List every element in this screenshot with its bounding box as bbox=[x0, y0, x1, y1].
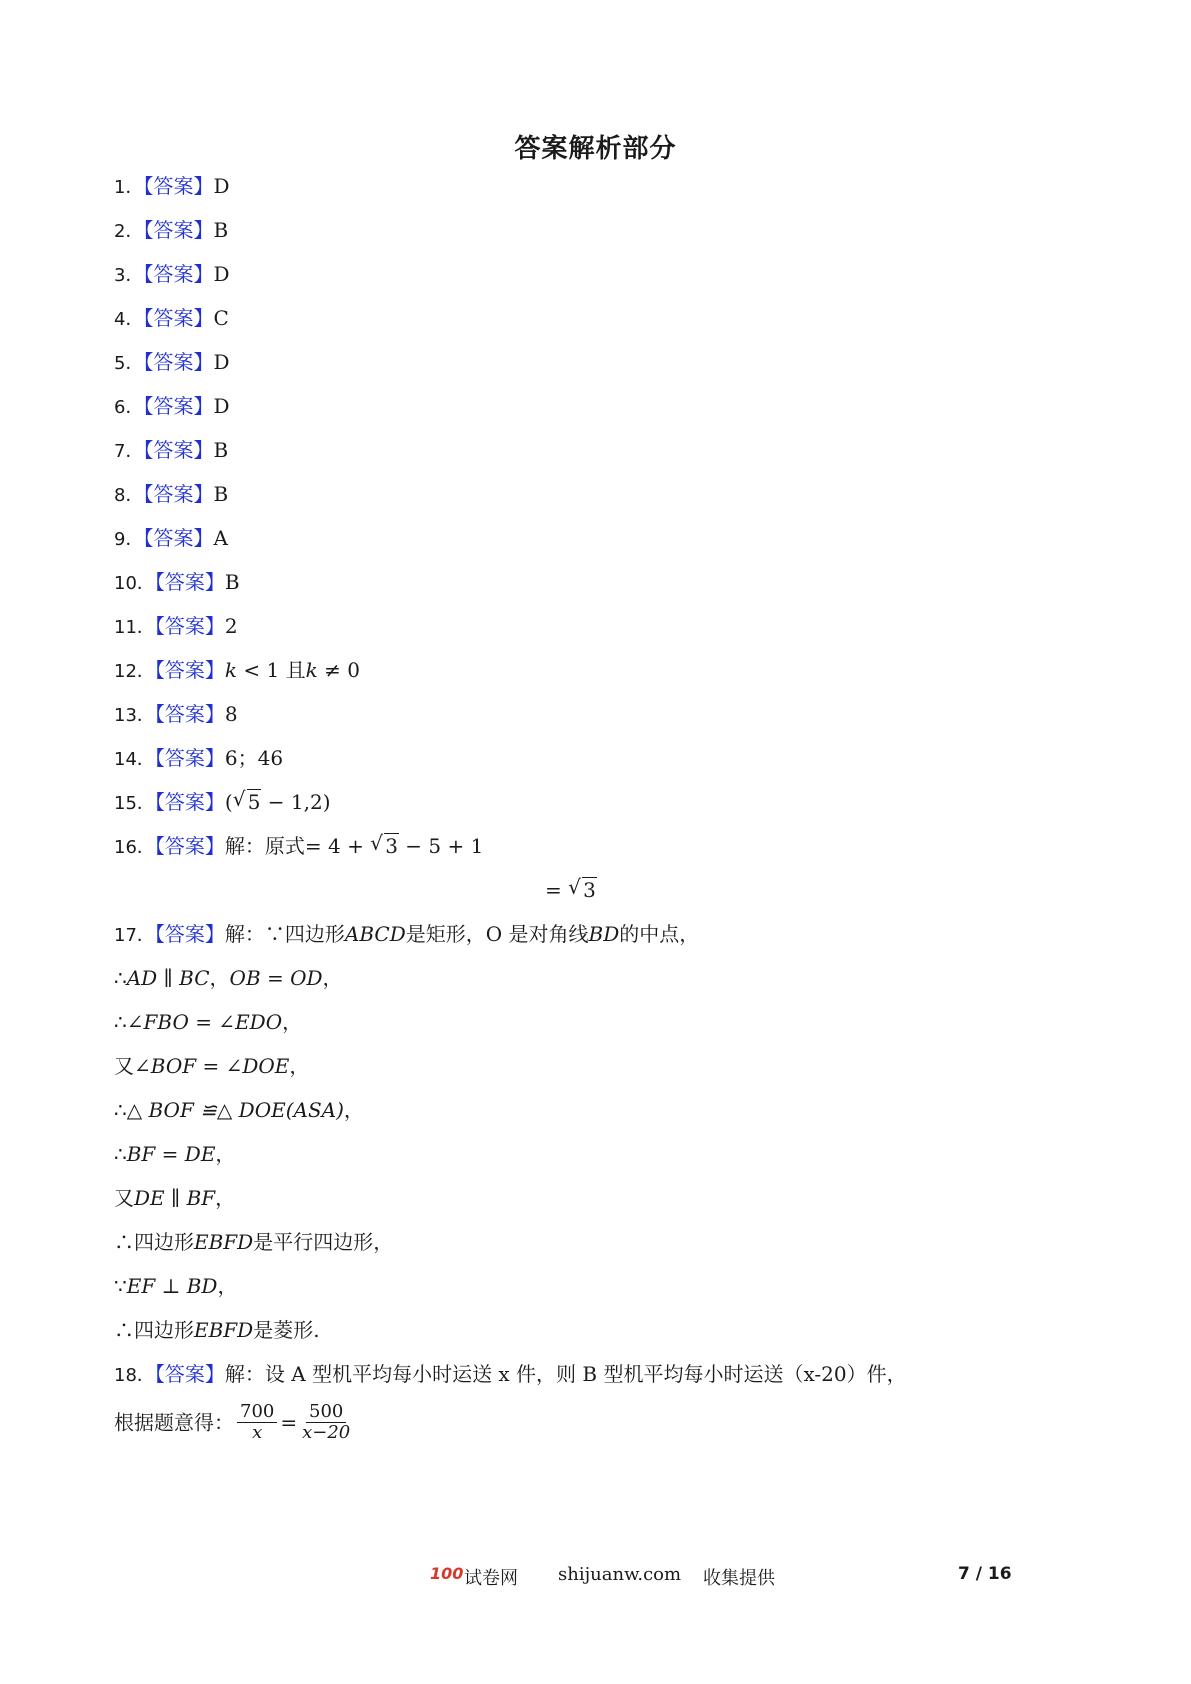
answer-18: 18．【答案】解：设 A 型机平均每小时运送 x 件，则 B 型机平均每小时运送（x-20）件， bbox=[114, 1362, 907, 1386]
page-title: 答案解析部分 bbox=[514, 134, 677, 164]
proof-line-2: ∴∠FBO = ∠EDO， bbox=[114, 1010, 303, 1034]
answer-9: 9．【答案】A bbox=[114, 526, 228, 550]
answer-3: 3．【答案】D bbox=[114, 262, 230, 286]
answer-11: 11．【答案】2 bbox=[114, 614, 238, 638]
proof-line-9: ∴四边形EBFD是菱形. bbox=[114, 1318, 320, 1342]
answer-16: 16．【答案】解：原式= 4 + √ 3 − 5 + 1 bbox=[114, 831, 484, 858]
answer-18-equation: 根据题意得： $\frac{700}{x}$ = $\frac{500}{x-20}$ bbox=[114, 1401, 351, 1443]
answer-2: 2．【答案】B bbox=[114, 218, 229, 242]
answer-17: 17．【答案】解：∵四边形ABCD是矩形，O 是对角线BD的中点， bbox=[114, 922, 700, 946]
answer-4: 4．【答案】C bbox=[114, 306, 229, 330]
proof-line-5: ∴BF = DE， bbox=[114, 1142, 236, 1166]
answer-10: 10．【答案】B bbox=[114, 570, 240, 594]
site-url: shijuanw.com bbox=[558, 1564, 682, 1585]
proof-line-8: ∵EF ⊥ BD， bbox=[114, 1274, 238, 1298]
fraction: $\frac{500}{x-20}$ bbox=[302, 1401, 351, 1443]
collected-note: 收集提供 bbox=[703, 1568, 775, 1589]
answer-14: 14．【答案】6；46 bbox=[114, 746, 284, 770]
proof-line-4: ∴△ BOF ≌△ DOE(ASA)， bbox=[114, 1098, 364, 1122]
page-footer bbox=[0, 1564, 1191, 1594]
site-logo: 100 bbox=[430, 1564, 464, 1583]
sqrt-expression: √ 3 bbox=[568, 875, 596, 902]
fraction: $\frac{700}{x}$ bbox=[237, 1402, 277, 1443]
answer-7: 7．【答案】B bbox=[114, 438, 229, 462]
answer-12: 12．【答案】k < 1 且k ≠ 0 bbox=[114, 658, 360, 682]
answer-13: 13．【答案】8 bbox=[114, 702, 238, 726]
proof-line-7: ∴四边形EBFD是平行四边形， bbox=[114, 1230, 394, 1254]
page-number: 7 / 16 bbox=[958, 1564, 1012, 1584]
sqrt-expression: √ 3 bbox=[370, 831, 398, 858]
site-name: 试卷网 bbox=[464, 1568, 518, 1589]
answer-16-line2: = √ 3 bbox=[545, 875, 596, 902]
sqrt-expression: √ 5 bbox=[232, 787, 261, 814]
answer-8: 8．【答案】B bbox=[114, 482, 229, 506]
proof-line-3: 又∠BOF = ∠DOE， bbox=[114, 1054, 310, 1078]
proof-line-6: 又DE ∥ BF， bbox=[114, 1186, 236, 1210]
answer-5: 5．【答案】D bbox=[114, 350, 230, 374]
answer-6: 6．【答案】D bbox=[114, 394, 230, 418]
answer-1: 1．【答案】D bbox=[114, 174, 230, 198]
proof-line-1: ∴AD ∥ BC，OB = OD， bbox=[114, 966, 343, 990]
answer-15: 15．【答案】( √ 5 − 1,2) bbox=[114, 787, 331, 814]
